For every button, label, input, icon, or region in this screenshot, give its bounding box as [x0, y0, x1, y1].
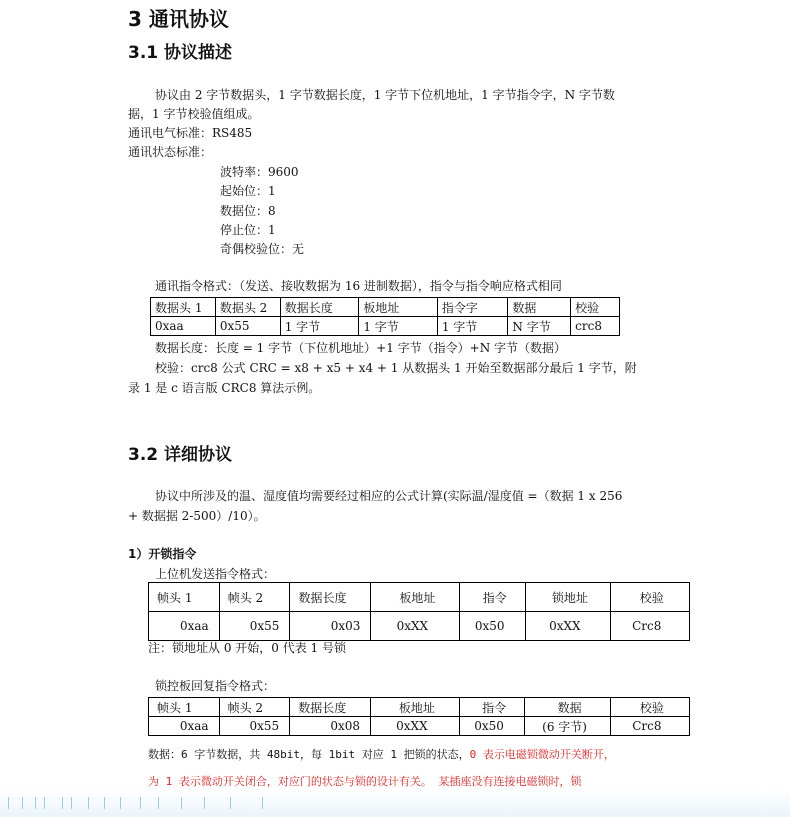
- scan-mark: [8, 797, 9, 809]
- param-start-bit: 起始位：1: [220, 184, 276, 198]
- scan-footer-strip: [0, 790, 790, 817]
- scan-mark: [88, 797, 89, 809]
- table-cell: 数据: [525, 698, 610, 717]
- table-cell: 数据头 1: [151, 298, 216, 317]
- table-cell: Crc8: [610, 717, 689, 736]
- lock-address-note: 注：锁地址从 0 开始，0 代表 1 号锁: [148, 641, 346, 655]
- table-row: [151, 317, 620, 336]
- table-cell: 指令字: [437, 298, 508, 317]
- scan-mark: [140, 797, 141, 809]
- scan-mark: [44, 797, 45, 809]
- data-note-black: 数据：6 字节数据，共 48bit，每 1bit 对应 1 把锁的状态，: [148, 748, 470, 761]
- table-cell: 数据头 2: [215, 298, 280, 317]
- table-cell: 0x50: [459, 717, 525, 736]
- table-cell: 数据长度: [280, 298, 359, 317]
- data-note-line-1: [148, 746, 615, 762]
- table-cell: 校验: [571, 298, 620, 317]
- table-cell: 0x08: [290, 717, 371, 736]
- param-data-bit: 数据位：8: [220, 204, 276, 218]
- scan-mark: [181, 797, 182, 809]
- section-3-1-title: 3.1 协议描述: [128, 43, 233, 63]
- scan-mark: [230, 797, 231, 809]
- command-format-table: [150, 297, 620, 336]
- table-cell: 板地址: [371, 583, 460, 612]
- scan-mark: [120, 797, 121, 809]
- electrical-standard: 通讯电气标准：RS485: [128, 126, 253, 140]
- data-length-desc: 数据长度：长度 = 1 字节（下位机地址）+1 字节（指令）+N 字节（数据）: [155, 341, 567, 355]
- detail-desc-line-2: + 数据据 2-500）/10）。: [128, 509, 266, 523]
- table-row: [149, 612, 690, 641]
- table-cell: 1 字节: [437, 317, 508, 336]
- checksum-desc-line-1: 校验：crc8 公式 CRC = x8 + x5 + x4 + 1 从数据头 1 开始至数据部分最后 1 字节，附: [155, 361, 637, 375]
- scan-mark: [35, 797, 36, 809]
- table-cell: 板地址: [359, 298, 437, 317]
- table-cell: 0xaa: [149, 717, 220, 736]
- table-cell: 数据: [508, 298, 571, 317]
- scan-mark: [158, 797, 159, 809]
- table-cell: 数据长度: [290, 583, 371, 612]
- table-cell: 0x03: [290, 612, 371, 641]
- table-cell: crc8: [571, 317, 620, 336]
- param-stop-bit: 停止位：1: [220, 223, 276, 237]
- scan-mark: [62, 797, 63, 809]
- command-format-label: 通讯指令格式：（发送、接收数据为 16 进制数据），指令与指令响应格式相同: [155, 279, 562, 293]
- send-format-label: 上位机发送指令格式：: [155, 567, 276, 581]
- checksum-desc-line-2: 录 1 是 c 语言版 CRC8 算法示例。: [128, 381, 321, 395]
- table-cell: Crc8: [610, 612, 689, 641]
- table-cell: 帧头 2: [219, 583, 290, 612]
- scan-mark: [204, 797, 205, 809]
- table-cell: 0x55: [219, 612, 290, 641]
- table-cell: 0x55: [219, 717, 290, 736]
- section-3-2-title: 3.2 详细协议: [128, 445, 233, 465]
- data-note-line-2: 为 1 表示微动开关闭合，对应门的状态与锁的设计有关。 某插座没有连接电磁锁时，锁: [148, 775, 582, 788]
- send-command-table: [148, 582, 690, 641]
- protocol-desc-line-1: 协议由 2 字节数据头，1 字节数据长度，1 字节下位机地址，1 字节指令字，N 字节数: [155, 88, 615, 102]
- table-cell: 校验: [610, 583, 689, 612]
- detail-desc-line-1: 协议中所涉及的温、湿度值均需要经过相应的公式计算(实际温/湿度值 =（数据 1 x 256: [155, 489, 623, 503]
- scan-mark: [22, 797, 23, 809]
- table-cell: 帧头 2: [219, 698, 290, 717]
- table-cell: 帧头 1: [149, 698, 220, 717]
- table-cell: 指令: [459, 698, 525, 717]
- table-cell: 数据长度: [290, 698, 371, 717]
- param-baud: 波特率：9600: [220, 165, 299, 179]
- table-cell: 板地址: [371, 698, 460, 717]
- table-cell: 指令: [460, 583, 526, 612]
- table-cell: 锁地址: [526, 583, 610, 612]
- unlock-command-title: 1）开锁指令: [128, 547, 197, 561]
- section-3-title: 3 通讯协议: [128, 7, 229, 31]
- table-cell: 帧头 1: [149, 583, 220, 612]
- reply-command-table: [148, 697, 690, 736]
- table-cell: 0xXX: [371, 717, 460, 736]
- table-cell: 0x55: [215, 317, 280, 336]
- data-note-red: 0 表示电磁锁微动开关断开，: [469, 748, 615, 761]
- state-standard: 通讯状态标准：: [128, 145, 213, 159]
- table-cell: N 字节: [508, 317, 571, 336]
- table-row: [149, 717, 690, 736]
- table-cell: 0xaa: [151, 317, 216, 336]
- scan-mark: [262, 797, 263, 809]
- reply-format-label: 锁控板回复指令格式：: [155, 679, 276, 693]
- table-cell: 0xXX: [526, 612, 610, 641]
- scan-mark: [104, 797, 105, 809]
- table-header-row: [149, 583, 690, 612]
- table-cell: 校验: [610, 698, 689, 717]
- table-header-row: [151, 298, 620, 317]
- protocol-desc-line-2: 据，1 字节校验值组成。: [128, 107, 260, 121]
- param-parity: 奇偶校验位：无: [220, 242, 305, 256]
- table-cell: 0x50: [460, 612, 526, 641]
- table-cell: 1 字节: [359, 317, 437, 336]
- table-cell: (6 字节): [525, 717, 610, 736]
- table-header-row: [149, 698, 690, 717]
- table-cell: 1 字节: [280, 317, 359, 336]
- scan-mark: [71, 797, 72, 809]
- table-cell: 0xXX: [371, 612, 460, 641]
- table-cell: 0xaa: [149, 612, 220, 641]
